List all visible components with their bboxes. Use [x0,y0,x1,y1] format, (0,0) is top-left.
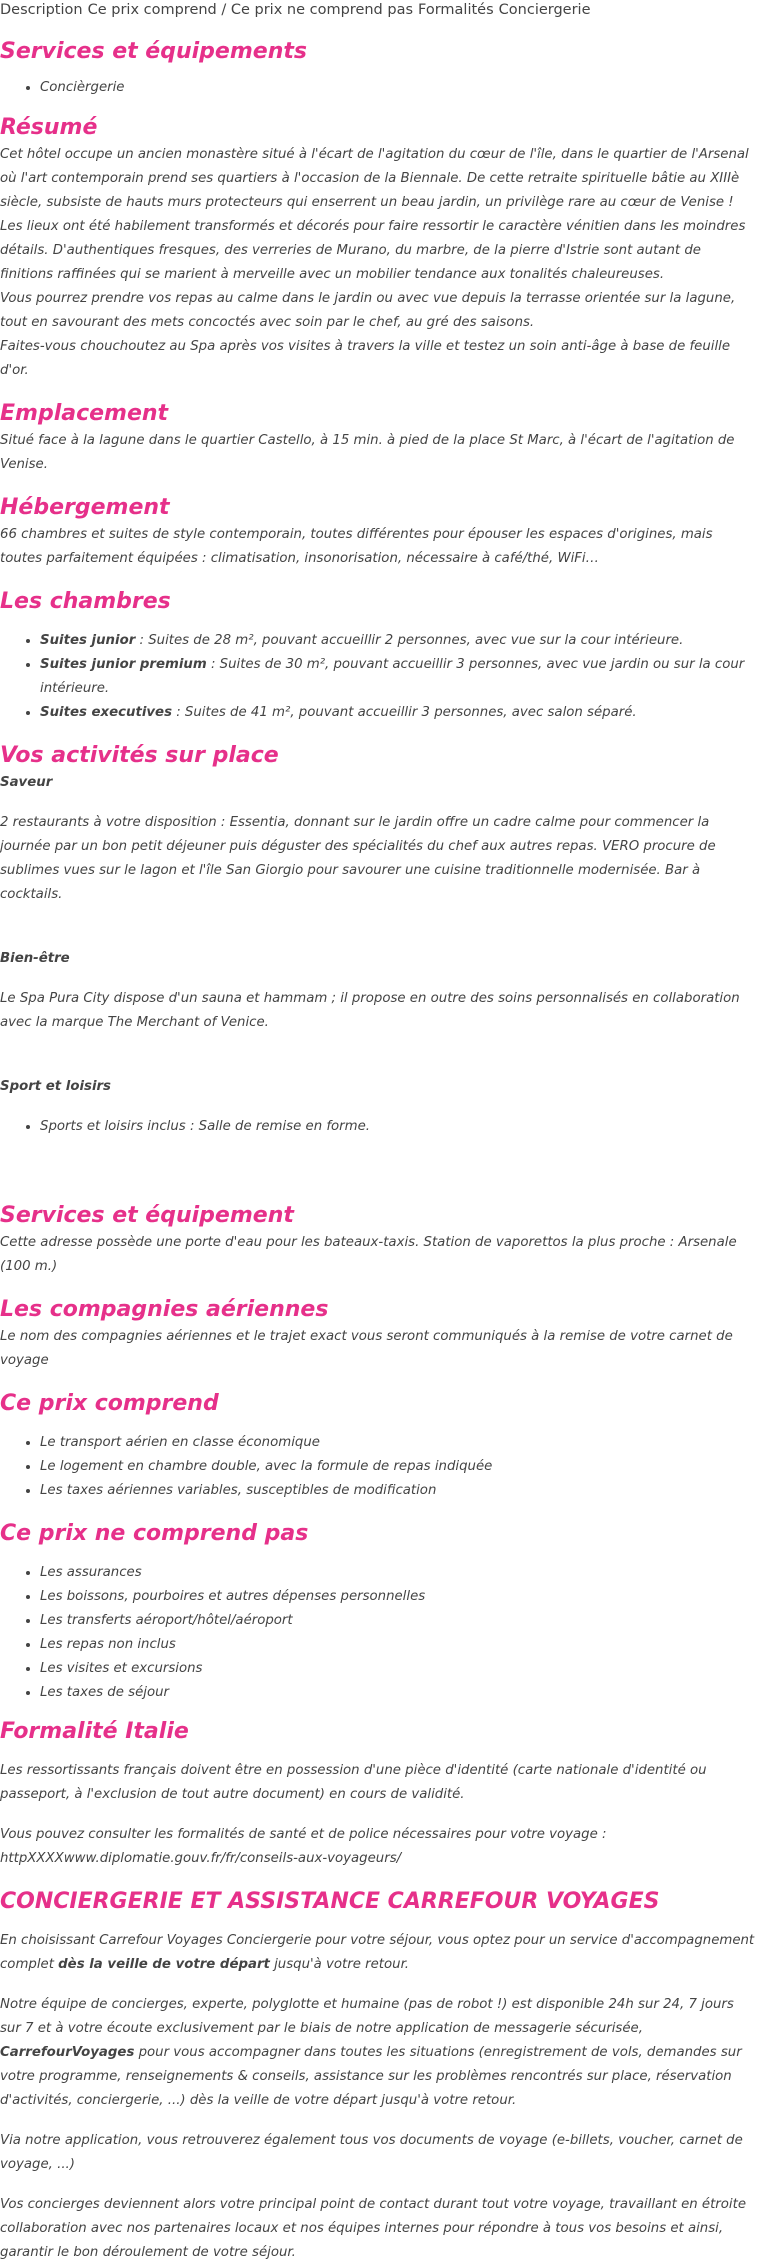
emplacement-heading: Emplacement [0,401,169,426]
room-name: Suites junior [40,633,136,648]
tab-prix[interactable]: Ce prix comprend / Ce prix ne comprend pas [87,2,414,18]
resume-heading: Résumé [0,115,98,140]
list-item: • Sports et loisirs inclus : Salle de remise en forme. [40,1115,758,1139]
conciergerie-paragraph-4: Vos concierges deviennent alors votre principal point de contact durant tout votre voyage, travaillant en étroite collaboration avec nos partenaires locaux et nos équipes internes pour répondre à tous vos besoins et ainsi, garantir le bon déroulement de votre séjour. [0,2197,747,2260]
conciergerie-paragraph-3: Via notre application, vous retrouverez également tous vos documents de voyage (e-billets, voucher, carnet de voyage, ...) [0,2133,743,2172]
room-desc: : Suites de 28 m², pouvant accueillir 2 personnes, avec vue sur la cour intérieure. [135,633,684,648]
bold-run: dès la veille de votre départ [58,1957,270,1972]
list-item [40,629,758,653]
list-item [40,701,758,725]
compagnies-heading: Les compagnies aériennes [0,1297,329,1322]
formalite-heading: Formalité Italie [0,1719,189,1744]
bienetre-heading: Bien-être [0,951,70,966]
text-run: En choisissant Carrefour Voyages Conciergerie pour votre séjour, vous optez pour un service d'accompagnement complet [0,1933,755,1972]
comprend-heading: Ce prix comprend [0,1391,219,1416]
tab-conciergerie[interactable]: Conciergerie [498,2,591,18]
conciergerie-paragraph-1 [0,1929,758,1977]
bienetre-text: Le Spa Pura City dispose d'un sauna et hammam ; il propose en outre des soins personnalisés en collaboration avec la marque The Merchant of Venice. [0,991,740,1030]
bold-run: CarrefourVoyages [0,2045,135,2060]
list-item: • Les repas non inclus [40,1633,758,1657]
formalite-paragraph-1: Les ressortissants français doivent être en possession d'une pièce d'identité (carte nationale d'identité ou passeport, à l'exclusion de tout autre document) en cours de validité. [0,1763,707,1802]
tab-description[interactable]: Description [0,2,83,18]
list-item: • Concièrgerie [40,76,758,100]
chambres-list [0,629,758,725]
list-item: • Les taxes de séjour [40,1681,758,1705]
necomprend-list [0,1561,758,1705]
list-item: • Les assurances [40,1561,758,1585]
saveur-heading: Saveur [0,775,53,790]
list-item: • Les visites et excursions [40,1657,758,1681]
comprend-list [0,1431,758,1503]
list-item: • Les taxes aériennes variables, susceptibles de modification [40,1479,758,1503]
room-name: Suites junior premium [40,657,207,672]
services-heading: Services et équipements [0,39,307,64]
chambres-heading: Les chambres [0,589,171,614]
list-item: • Les boissons, pourboires et autres dépenses personnelles [40,1585,758,1609]
services-list [0,76,758,100]
services2-text: Cette adresse possède une porte d'eau pour les bateaux-taxis. Station de vaporettos la plus proche : Arsenale (100 m.) [0,1235,737,1274]
activites-heading: Vos activités sur place [0,743,279,768]
list-item: • Le logement en chambre double, avec la formule de repas indiquée [40,1455,758,1479]
necomprend-heading: Ce prix ne comprend pas [0,1521,309,1546]
tab-bar [0,0,758,20]
text-run: Notre équipe de concierges, experte, polyglotte et humaine (pas de robot !) est disponible 24h sur 24, 7 jours sur 7 et à votre écoute exclusivement par le biais de notre application de messagerie sécurisée, [0,1997,734,2036]
compagnies-text: Le nom des compagnies aériennes et le trajet exact vous seront communiqués à la remise de votre carnet de voyage [0,1329,733,1368]
tab-formalites[interactable]: Formalités [418,2,494,18]
resume-paragraph-1: Cet hôtel occupe un ancien monastère situé à l'écart de l'agitation du cœur de l'île, dans le quartier de l'Arsenal où l'art contemporain prend ses quartiers à l'occasion de la Biennale. De cette retraite spirituelle bâtie au XIIIè siècle, subsiste de hauts murs protecteurs qui enserrent un beau jardin, un privilège rare au cœur de Venise ! Les lieux ont été habilement transformés et décorés pour faire ressortir le caractère vénitien dans les moindres détails. D'authentiques fresques, des verreries de Murano, du marbre, de la pierre d'Istrie sont autant de finitions raffinées qui se marient à merveille avec un mobilier tendance aux tonalités chaleureuses. [0,147,749,282]
room-name: Suites executives [40,705,172,720]
room-desc: : Suites de 41 m², pouvant accueillir 3 personnes, avec salon séparé. [172,705,637,720]
emplacement-text: Situé face à la lagune dans le quartier Castello, à 15 min. à pied de la place St Marc, à l'écart de l'agitation de Venise. [0,433,735,472]
hebergement-heading: Hébergement [0,495,170,520]
list-item [40,653,758,701]
formalite-paragraph-2: Vous pouvez consulter les formalités de santé et de police nécessaires pour votre voyage : httpXXXXwww.diplomatie.gouv.fr/fr/conseils-aux-voyageurs/ [0,1827,607,1866]
services2-heading: Services et équipement [0,1203,294,1228]
room-desc: : Suites de 30 m², pouvant accueillir 3 personnes, avec vue jardin ou sur la cour intérieure. [40,657,745,696]
list-item: • Le transport aérien en classe économique [40,1431,758,1455]
list-item: • Les transferts aéroport/hôtel/aéroport [40,1609,758,1633]
resume-paragraph-2: Vous pourrez prendre vos repas au calme dans le jardin ou avec vue depuis la terrasse orientée sur la lagune, tout en savourant des mets concoctés avec soin par le chef, au gré des saisons. [0,291,736,330]
resume-paragraph-3: Faites-vous chouchoutez au Spa après vos visites à travers la ville et testez un soin anti-âge à base de feuille d'or. [0,339,731,378]
sport-list [0,1115,758,1139]
conciergerie-paragraph-2 [0,1993,758,2113]
conciergerie-heading: CONCIERGERIE ET ASSISTANCE CARREFOUR VOYAGES [0,1889,660,1914]
hebergement-text: 66 chambres et suites de style contemporain, toutes différentes pour épouser les espaces d'origines, mais toutes parfaitement équipées : climatisation, insonorisation, nécessaire à café/thé, WiFi… [0,527,713,566]
saveur-text: 2 restaurants à votre disposition : Essentia, donnant sur le jardin offre un cadre calme pour commencer la journée par un bon petit déjeuner puis déguster des spécialités du chef aux autres repas. VERO procure de sublimes vues sur le lagon et l'île San Giorgio pour savourer une cuisine traditionnelle modernisée. Bar à cocktails. [0,815,716,902]
sport-heading: Sport et loisirs [0,1079,111,1094]
text-run: pour vous accompagner dans toutes les situations (enregistrement de vols, demandes sur votre programme, renseignements & conseils, assistance sur les problèmes rencontrés sur place, réservation d'activités, conciergerie, ...) dès la veille de votre départ jusqu'à votre retour. [0,2045,742,2108]
text-run: jusqu'à votre retour. [269,1957,410,1972]
